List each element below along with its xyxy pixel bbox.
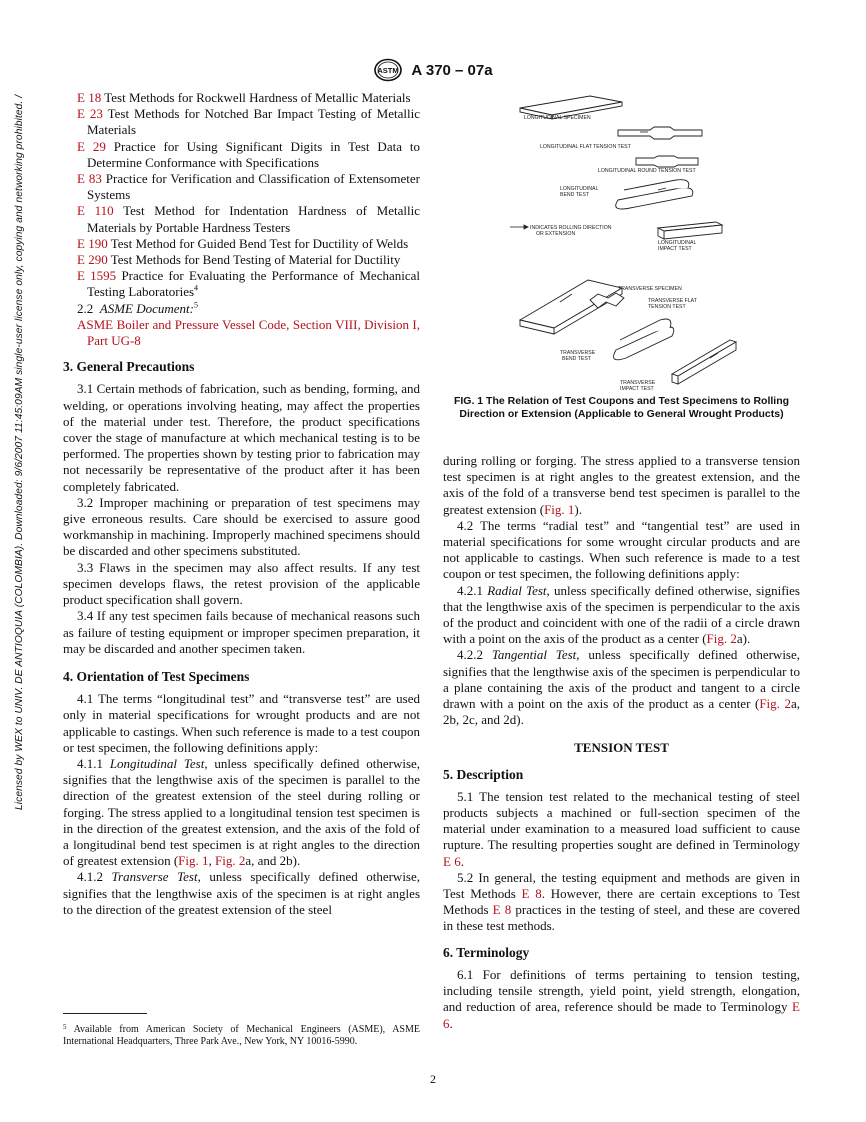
paragraph-4-2: 4.2 The terms “radial test” and “tangential test” are used in material specifications for some wrought circular products and are not applicable to castings. When such reference is made to a test coupon or test specimen, the following definitions apply: (443, 517, 800, 582)
paragraph-4-2-2: 4.2.2 Tangential Test, unless specifically defined otherwise, signifies that the lengthwise axis of the specimen is perpendicular to a plane containing the axis of the product and tangent to a circle drawn with a point on the axis of the product as a center (Fig. 2a, 2b, 2c, and 2d). (443, 647, 801, 728)
reference-item: E 110 Test Method for Indentation Hardness of Metallic Materials by Portable Hardness Testers (77, 203, 420, 235)
reference-list (63, 90, 420, 301)
left-column (63, 90, 420, 918)
paragraph-3-3: 3.3 Flaws in the specimen may also affect results. If any test specimen develops flaws, the retest provision of the applicable product specification shall govern. (63, 559, 420, 608)
svg-text:IMPACT TEST: IMPACT TEST (658, 246, 692, 252)
paragraph-4-1-2-continued: during rolling or forging. The stress applied to a transverse tension test specimen is at right angles to the greatest extension, and the axis of the fold of a transverse bend test specimen is parallel to the greatest extension (Fig. 1). (443, 453, 800, 517)
paragraph-4-1-2: 4.1.2 Transverse Test, unless specifically defined otherwise, signifies that the lengthwise axis of the specimen is at right angles to the direction of the greatest extension of the steel (63, 869, 421, 917)
tension-test-heading: TENSION TEST (574, 740, 669, 756)
paragraph-5-1: 5.1 The tension test related to the mechanical testing of steel products subjects a machined or full-section specimen of the material under examination to a measured load sufficient to cause rupture. The resulting properties sought are defined in Terminology E 6. (443, 788, 800, 869)
standard-designation: A 370 – 07a (411, 61, 493, 79)
reference-item: E 190 Test Method for Guided Bend Test for Ductility of Welds (77, 235, 409, 251)
paragraph-4-1-1: 4.1.1 Longitudinal Test, unless specifically defined otherwise, signifies that the lengthwise axis of the specimen is parallel to the direction of the greatest extension of the steel during rolling or forging. The stress applied to a longitudinal tension test specimen is in the direction of the greatest extension, and the axis of the fold of a longitudinal bend test specimen is at right angles to the direction of greatest extension (Fig. 1, Fig. 2a, and 2b). (63, 755, 421, 869)
license-text: Licensed by WEX to UNIV. DE ANTIOQUIA (COLOMBIA). Downloaded: 9/6/2007 11:45:09AM single-user license only, copying and networking prohibited. / (14, 94, 25, 810)
footnote: $^5$ Available from American Society of Mechanical Engineers (ASME), ASME International Headquarters, Three Park Ave., New York, NY 10016-5990. (63, 1023, 420, 1047)
figure-link[interactable]: Fig. 1 (178, 853, 209, 869)
reference-item: E 1595 Practice for Evaluating the Performance of Mechanical Testing Laboratories$^4$ (77, 268, 420, 300)
specimen-orientation-diagram (440, 88, 800, 394)
label-longitudinal-round-tension: LONGITUDINAL ROUND TENSION TEST (598, 168, 696, 174)
astm-logo-icon (373, 58, 403, 82)
svg-text:ASTM: ASTM (377, 66, 400, 75)
reference-link[interactable]: E 23 (77, 106, 103, 122)
paragraph-4-1: 4.1 The terms “longitudinal test” and “transverse test” are used only in material specifications for wrought products and are not applicable to castings. When such reference is made to a test coupon or test specimen, the following definitions apply: (63, 691, 420, 755)
reference-item: E 29 Practice for Using Significant Digits in Test Data to Determine Conformance with Specifications (77, 138, 420, 170)
asme-document-heading: 2.2 ASME Document:$^5$ (77, 300, 198, 316)
reference-link[interactable]: E 190 (77, 235, 108, 251)
reference-link[interactable]: E 18 (77, 90, 102, 105)
figure-link[interactable]: Fig. 2 (215, 853, 246, 869)
longitudinal-bend-specimen (616, 188, 693, 209)
reference-link[interactable]: E 1595 (77, 268, 117, 284)
section-6-title: 6. Terminology (443, 944, 530, 960)
figure-link[interactable]: Fig. 1 (544, 501, 575, 517)
standard-link[interactable]: E 8 (492, 902, 512, 918)
svg-text:OR EXTENSION: OR EXTENSION (536, 231, 576, 237)
asme-reference-link[interactable]: ASME Boiler and Pressure Vessel Code, Section VIII, Division I, Part UG-8 (77, 316, 420, 349)
paragraph-3-1: 3.1 Certain methods of fabrication, such as bending, forming, and welding, or operations involving heating, may affect the properties of the material under test. Therefore, the product specifications cover the stage of manufacture at which mechanical testing is to be performed. The properties shown by testing prior to fabrication may not necessarily be representative of the product after it has been completely fabricated. (63, 381, 420, 494)
svg-text:TENSION TEST: TENSION TEST (648, 304, 686, 310)
section-5-title: 5. Description (443, 766, 524, 782)
reference-item: E 18 Test Methods for Rockwell Hardness of Metallic Materials (77, 90, 411, 105)
reference-link[interactable]: E 29 (77, 138, 106, 154)
label-longitudinal-impact: LONGITUDINAL (658, 240, 697, 246)
page-header (0, 58, 866, 82)
paragraph-5-2: 5.2 In general, the testing equipment and methods are given in Test Methods E 8. However, there are certain exceptions to Test Methods E 8 practices in the testing of steel, and these are covered in these test methods. (443, 869, 800, 934)
paragraph-4-2-1: 4.2.1 Radial Test, unless specifically defined otherwise, signifies that the lengthwise axis of the specimen is perpendicular to the axis of the product and coincident with one of the radii of a circle drawn with a point on the axis of the product as a center (Fig. 2a). (443, 582, 800, 647)
reference-item: E 83 Practice for Verification and Classification of Extensometer Systems (77, 171, 420, 203)
label-rolling-direction: INDICATES ROLLING DIRECTION (530, 225, 612, 231)
standard-link[interactable]: E 6 (443, 999, 800, 1031)
label-transverse-specimen: TRANSVERSE SPECIMEN (618, 286, 682, 292)
paragraph-3-2: 3.2 Improper machining or preparation of test specimens may give erroneous results. Care should be exercised to assure good workmanship in machining. Improperly machined specimens should be discarded and other specimens substituted. (63, 494, 420, 559)
paragraph-3-4: 3.4 If any test specimen fails because of mechanical reasons such as failure of testing equipment or improper specimen preparation, it may be discarded and another specimen taken. (63, 608, 420, 656)
reference-item: E 290 Test Methods for Bend Testing of Material for Ductility (77, 252, 401, 268)
page-number: 2 (430, 1072, 436, 1086)
footnote-divider (63, 1013, 147, 1014)
reference-link[interactable]: E 110 (77, 203, 114, 219)
svg-text:BEND TEST: BEND TEST (560, 192, 590, 198)
label-longitudinal-specimen: LONGITUDINAL SPECIMEN (524, 115, 591, 121)
figure-link[interactable]: Fig. 2 (759, 696, 791, 712)
figure-1 (440, 88, 800, 394)
reference-item: E 23 Test Methods for Notched Bar Impact Testing of Metallic Materials (77, 106, 420, 138)
figure-1-caption: FIG. 1 The Relation of Test Coupons and Test Specimens to Rolling Direction or Extension (Applicable to General Wrought Products) (453, 395, 790, 420)
label-transverse-bend: TRANSVERSE (560, 350, 596, 356)
longitudinal-round-tension-bar (636, 156, 698, 167)
svg-text:BEND TEST: BEND TEST (562, 356, 592, 362)
svg-text:IMPACT TEST: IMPACT TEST (620, 386, 654, 392)
standard-link[interactable]: E 8 (521, 886, 542, 902)
footnote-marker[interactable]: 5 (193, 300, 198, 310)
figure-link[interactable]: Fig. 2 (706, 631, 737, 647)
footnote-marker[interactable]: 4 (194, 284, 199, 294)
label-longitudinal-flat-tension: LONGITUDINAL FLAT TENSION TEST (540, 144, 631, 150)
standard-link[interactable]: E 6 (443, 853, 461, 869)
label-transverse-flat-tension: TRANSVERSE FLAT (648, 298, 697, 304)
longitudinal-flat-tension-bar (618, 127, 702, 139)
section-4-title: 4. Orientation of Test Specimens (63, 668, 250, 684)
right-column (443, 453, 800, 1032)
license-watermark (2, 0, 25, 820)
section-3-title: 3. General Precautions (63, 359, 195, 375)
reference-link[interactable]: E 290 (77, 252, 108, 268)
reference-link[interactable]: E 83 (77, 171, 102, 187)
transverse-impact-bar (672, 340, 736, 376)
paragraph-6-1: 6.1 For definitions of terms pertaining to tension testing, including tensile strength, yield point, yield strength, elongation, and reduction of area, reference should be made to Terminology E 6. (443, 966, 800, 1031)
label-longitudinal-bend: LONGITUDINAL (560, 186, 599, 192)
label-transverse-impact: TRANSVERSE (620, 380, 656, 386)
